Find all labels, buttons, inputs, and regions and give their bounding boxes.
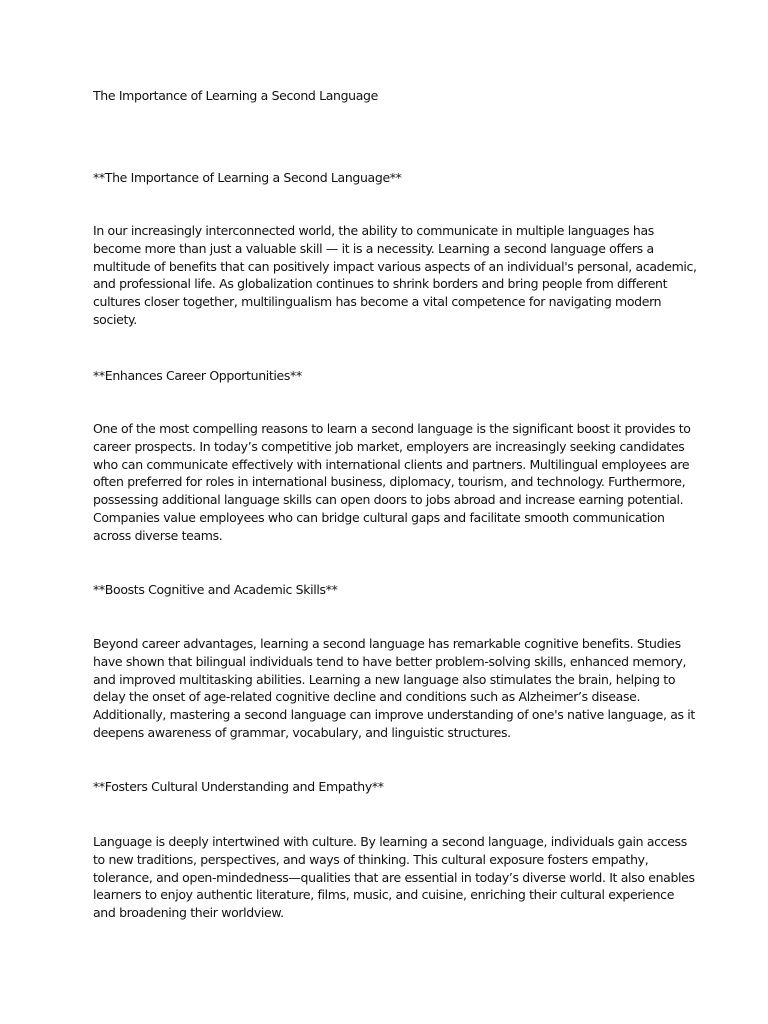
paragraph-line: society. — [93, 311, 137, 327]
paragraph-line: have shown that bilingual individuals tend to have better problem-solving skills, enhanced memory, — [93, 653, 687, 669]
document-title: The Importance of Learning a Second Language — [93, 88, 378, 103]
paragraph-line: to new traditions, perspectives, and ways of thinking. This cultural exposure fosters empathy, — [93, 851, 649, 867]
paragraph-line: One of the most compelling reasons to learn a second language is the significant boost it provides to — [93, 421, 691, 436]
paragraph-line: become more than just a valuable skill — it is a necessity. Learning a second language offers a — [93, 240, 654, 256]
paragraph-line: career prospects. In today’s competitive job market, employers are increasingly seeking candidates — [93, 438, 685, 454]
paragraph-line: deepens awareness of grammar, vocabulary, and linguistic structures. — [93, 724, 511, 740]
cultural-paragraph — [93, 833, 693, 922]
paragraph-line: multitude of benefits that can positively impact various aspects of an individual's personal, academic, — [93, 258, 697, 274]
career-paragraph — [93, 420, 693, 545]
paragraph-line: who can communicate effectively with international clients and partners. Multilingual employees are — [93, 456, 690, 472]
paragraph-line: Additionally, mastering a second language can improve understanding of one's native language, as it — [93, 707, 695, 723]
main-heading: **The Importance of Learning a Second Language** — [93, 170, 402, 185]
paragraph-line: across diverse teams. — [93, 527, 223, 543]
paragraph-line: often preferred for roles in international business, diplomacy, tourism, and technology. Furthermore, — [93, 474, 686, 490]
paragraph-line: and improved multitasking abilities. Learning a new language also stimulates the brain, helping to — [93, 671, 676, 687]
section-heading-cultural: **Fosters Cultural Understanding and Empathy** — [93, 779, 384, 794]
section-heading-career: **Enhances Career Opportunities** — [93, 368, 302, 383]
paragraph-line: learners to enjoy authentic literature, films, music, and cuisine, enriching their cultural experience — [93, 887, 675, 903]
paragraph-line: and broadening their worldview. — [93, 905, 284, 921]
paragraph-line: and professional life. As globalization continues to shrink borders and bring people from different — [93, 276, 668, 292]
paragraph-line: possessing additional language skills can open doors to jobs abroad and increase earning potential. — [93, 492, 684, 508]
paragraph-line: Beyond career advantages, learning a second language has remarkable cognitive benefits. Studies — [93, 636, 681, 651]
paragraph-line: Language is deeply intertwined with culture. By learning a second language, individuals gain access — [93, 834, 687, 849]
paragraph-line: In our increasingly interconnected world, the ability to communicate in multiple languages has — [93, 223, 654, 238]
paragraph-line: cultures closer together, multilingualism has become a vital competence for navigating modern — [93, 294, 662, 310]
section-heading-cognitive: **Boosts Cognitive and Academic Skills** — [93, 582, 338, 597]
paragraph-line: Companies value employees who can bridge cultural gaps and facilitate smooth communication — [93, 509, 665, 525]
paragraph-line: delay the onset of age-related cognitive decline and conditions such as Alzheimer’s disease. — [93, 689, 641, 705]
paragraph-line: tolerance, and open-mindedness—qualities that are essential in today’s diverse world. It also enables — [93, 869, 695, 885]
intro-paragraph — [93, 222, 697, 329]
cognitive-paragraph — [93, 635, 693, 742]
